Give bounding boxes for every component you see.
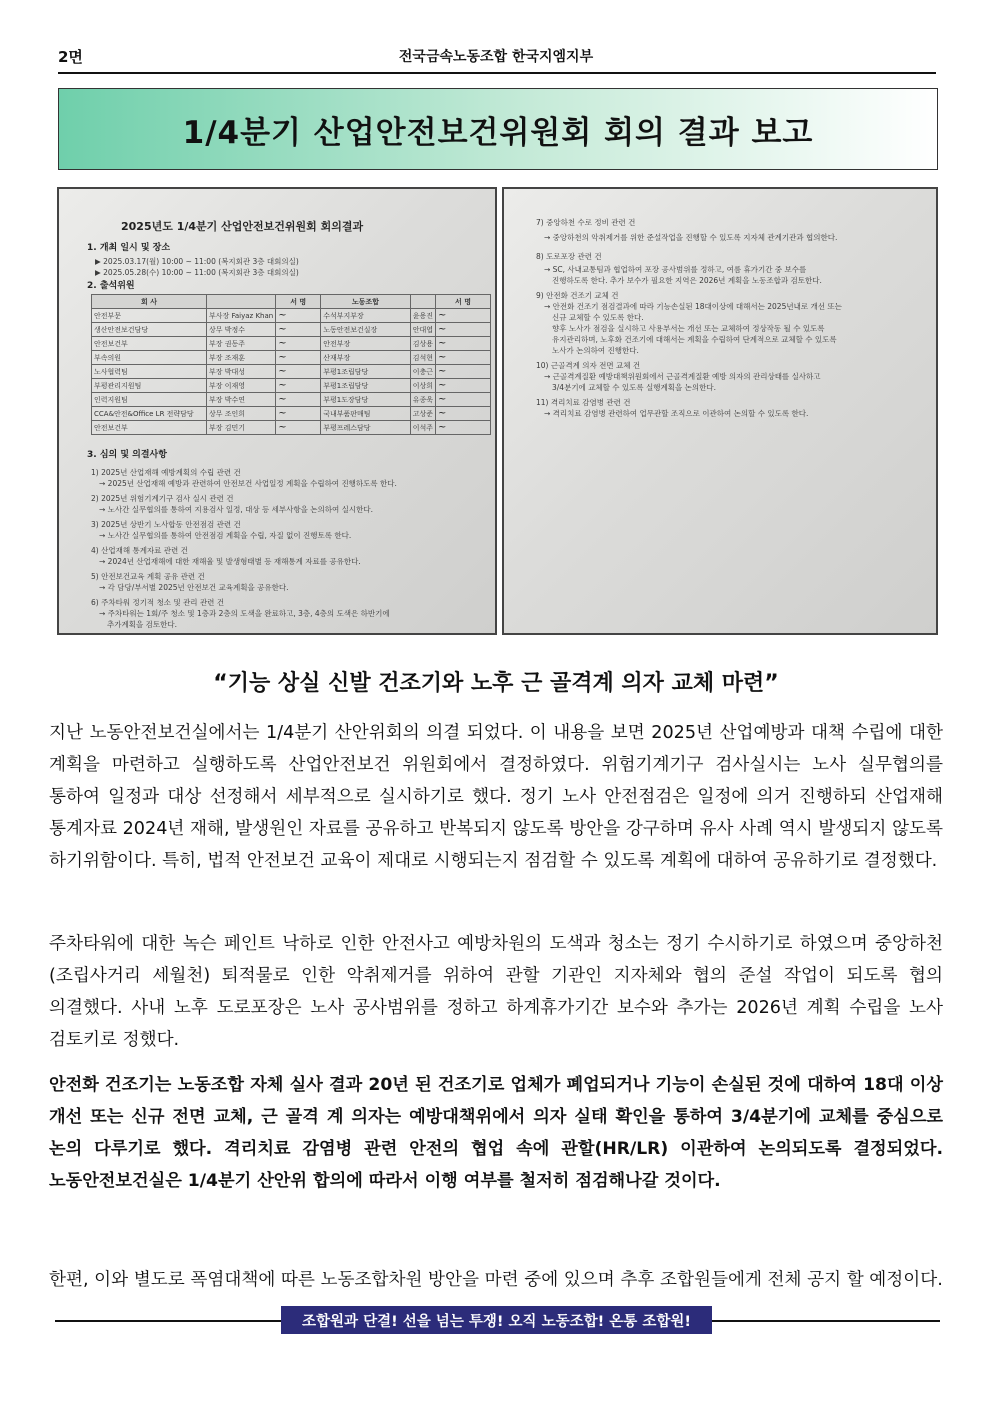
table-cell: 부평1도장담당 [321, 393, 410, 407]
meeting-result-photo-right [502, 187, 938, 635]
doc-line: 3/4분기에 교체할 수 있도록 실행계획을 논의한다. [552, 383, 717, 392]
doc-line: 추가계획을 검토한다. [107, 620, 177, 629]
table-cell: 부장 권동주 [207, 337, 276, 351]
doc-line: → 격리치료 감염병 관련하여 업무관할 조직으로 이관하여 논의할 수 있도록 한다. [544, 409, 809, 418]
signature-cell: ~ [436, 393, 491, 407]
doc-section-1: 1. 개최 일시 및 장소 [87, 243, 171, 253]
doc-title: 2025년도 1/4분기 산업안전보건위원회 회의결과 [121, 220, 364, 233]
table-cell: 안대엽 [410, 323, 435, 337]
signature-cell: ~ [436, 351, 491, 365]
union-name: 전국금속노동조합 한국지엠지부 [398, 49, 594, 65]
footer-rule-left [55, 1320, 281, 1322]
doc-line: → 노사간 실무협의를 통하여 안전점검 계획을 수립, 자질 없이 진행토록 한다. [99, 531, 352, 540]
doc-line: 진행하도록 한다. 추가 보수가 필요한 지역은 2026년 계획을 노동조합과 검토한다. [552, 276, 822, 285]
table-row [92, 351, 491, 365]
doc-line: → 2024년 산업재해에 대한 재해율 및 발생형태별 등 재해통계 자료를 공유한다. [99, 557, 361, 566]
table-row [92, 421, 491, 435]
footer-slogan-banner [281, 1306, 712, 1334]
table-row [92, 323, 491, 337]
table-cell: 이충근 [410, 365, 435, 379]
paragraph-2: 주차타워에 대한 녹슨 페인트 낙하로 인한 안전사고 예방차원의 도색과 청소는 정기 수시하기로 하였으며 중앙하천(조립사거리 세월천) 퇴적물로 인한 악취제거를 위하여 관할 기관인 지자체와 협의 준설 작업이 되도록 협의 의결했다. 사내 노후 도로포장은 노사 공사범위를 정하고 하계휴가기간 보수와 추가는 2026년 계획 수립을 노사 검토키로 정했다. [49, 934, 943, 1050]
doc-line: 10) 근골격계 의자 전면 교체 건 [536, 361, 641, 370]
doc-line: 3) 2025년 상반기 노사합동 안전점검 관련 건 [91, 520, 241, 529]
table-cell: 국내부품판매팀 [321, 407, 410, 421]
table-cell: 부장 조재훈 [207, 351, 276, 365]
title-box [58, 88, 938, 170]
header-rule [58, 72, 936, 74]
doc-line: → 중앙하천의 악취제거를 위한 준설작업을 진행할 수 있도록 지자체 관계기관과 협의한다. [544, 233, 838, 242]
doc-line: → 주차타워는 1회/주 청소 및 1층과 2층의 도색을 완료하고, 3층, 4층의 도색은 하반기에 [99, 609, 390, 618]
page-number: 2면 [58, 48, 83, 66]
doc-line: → 각 담당/부서별 2025년 안전보건 교육계획을 공유한다. [99, 583, 289, 592]
signature-cell: ~ [436, 323, 491, 337]
table-cell: 부속의원 [92, 351, 207, 365]
doc-line: 향후 노사가 점검을 실시하고 사용부서는 개선 또는 교체하여 정상작동 될 수 있도록 [552, 324, 825, 333]
table-cell: 상무 박정수 [207, 323, 276, 337]
doc-line: → SC, 사내교통팀과 협업하여 포장 공사범위를 정하고, 여름 휴가기간 중 보수를 [544, 265, 807, 274]
table-cell: 유종욱 [410, 393, 435, 407]
signature-cell: ~ [276, 323, 321, 337]
table-cell: 이석주 [410, 421, 435, 435]
doc-line: 5) 안전보건교육 계획 공유 관련 건 [91, 572, 205, 581]
doc-line: 9) 안전화 건조기 교체 건 [536, 291, 619, 300]
table-row [92, 379, 491, 393]
table-cell: 부사장 Faiyaz Khan [207, 309, 276, 323]
table-cell: 안전부장 [321, 337, 410, 351]
signature-cell: ~ [436, 379, 491, 393]
table-cell: 김석현 [410, 351, 435, 365]
paragraph-4: 한편, 이와 별도로 폭염대책에 따른 노동조합차원 방안을 마련 중에 있으며 추후 조합원들에게 전체 공지 할 예정이다. [49, 1270, 943, 1290]
table-cell: 생산안전보건담당 [92, 323, 207, 337]
doc-line: 7) 중앙하천 수로 정비 관련 건 [536, 218, 636, 227]
doc-line: → 2025년 산업재해 예방과 관련하여 안전보건 사업일정 계획을 수립하여 진행하도록 한다. [99, 479, 397, 488]
signature-cell: ~ [436, 365, 491, 379]
footer-rule-right [712, 1320, 940, 1322]
page-title: 1/4분기 산업안전보건위원회 회의 결과 보고 [182, 114, 814, 151]
table-header: 서 명 [276, 295, 321, 309]
doc-line: 신규 교체할 수 있도록 한다. [552, 313, 644, 322]
signature-cell: ~ [436, 309, 491, 323]
footer-slogan: 조합원과 단결! 선을 넘는 투쟁! 오직 노동조합! 온통 조합원! [302, 1313, 691, 1330]
table-cell: 부평1조립담당 [321, 379, 410, 393]
table-cell: 부장 박수연 [207, 393, 276, 407]
signature-cell: ~ [436, 337, 491, 351]
doc-line: 1) 2025년 산업재해 예방계획의 수립 관련 건 [91, 468, 241, 477]
table-cell: 이상희 [410, 379, 435, 393]
doc-section-2: 2. 출석위원 [87, 281, 135, 291]
signature-cell: ~ [276, 407, 321, 421]
doc-line: 노사가 논의하여 진행한다. [552, 346, 639, 355]
signature-cell: ~ [436, 407, 491, 421]
table-header [410, 295, 435, 309]
table-cell: 노동안전보건실장 [321, 323, 410, 337]
table-header: 노동조합 [321, 295, 410, 309]
table-cell: 산재부장 [321, 351, 410, 365]
table-header [207, 295, 276, 309]
table-cell: 안전보건부 [92, 337, 207, 351]
doc-line: 2) 2025년 위험기계기구 검사 실시 관련 건 [91, 494, 234, 503]
table-cell: 안전부문 [92, 309, 207, 323]
paragraph-3: 안전화 건조기는 노동조합 자체 실사 결과 20년 된 건조기로 업체가 폐업되거나 기능이 손실된 것에 대하여 18대 이상 개선 또는 신규 전면 교체, 근 골격 계 의자는 예방대책위에서 의자 실태 확인을 통하여 3/4분기에 교체를 중심으로 논의 다루기로 했다. 격리치료 감염병 관련 안전의 협업 속에 관할(HR/LR) 이관하여 논의되도록 결정되었다. 노동안전보건실은 1/4분기 산안위 합의에 따라서 이행 여부를 철저히 점검해나갈 것이다. [49, 1075, 943, 1191]
table-header-row [92, 295, 491, 309]
doc-line: → 근골격계질환 예방대책위원회에서 근골격계질환 예방 의자의 관리상태를 실사하고 [544, 372, 821, 381]
doc-line: ▶ 2025.05.28(수) 10:00 ~ 11:00 (복지회관 3층 대회의실) [95, 268, 299, 277]
signature-cell: ~ [276, 379, 321, 393]
doc-line: 8) 도로포장 관련 건 [536, 252, 602, 261]
signature-cell: ~ [276, 337, 321, 351]
table-cell: 안전보건부 [92, 421, 207, 435]
doc-line: 6) 주차타워 정기적 청소 및 관리 관련 건 [91, 598, 225, 607]
table-cell: 고상준 [410, 407, 435, 421]
meeting-result-photo-left [57, 187, 497, 635]
table-row [92, 407, 491, 421]
table-row [92, 393, 491, 407]
doc-line: 유지관리하며, 노후화 건조기에 대해서는 계획을 수립하여 단계적으로 교체할 수 있도록 [552, 335, 837, 344]
table-cell: 부평1조립담당 [321, 365, 410, 379]
table-cell: 노사협력팀 [92, 365, 207, 379]
signature-cell: ~ [276, 365, 321, 379]
doc-line: 11) 격리치료 감염병 관련 건 [536, 398, 631, 407]
table-cell: 인력지원팀 [92, 393, 207, 407]
signature-cell: ~ [276, 351, 321, 365]
paragraph-1: 지난 노동안전보건실에서는 1/4분기 산안위회의 의결 되었다. 이 내용을 보면 2025년 산업예방과 대책 수립에 대한 계획을 마련하고 실행하도록 산업안전보건 위원회에서 결정하였다. 위험기계기구 검사실시는 노사 실무협의를 통하여 일정과 대상 선정해서 세부적으로 실시하기로 했다. 정기 노사 안전점검은 일정에 의거 진행하되 산업재해 통계자료 2024년 재해, 발생원인 자료를 공유하고 반복되지 않도록 방안을 강구하며 유사 사례 역시 발생되지 않도록 하기위함이다. 특히, 법적 안전보건 교육이 제대로 시행되는지 점검할 수 있도록 계획에 대하여 공유하기로 결정했다. [49, 723, 943, 871]
table-cell: 김상용 [410, 337, 435, 351]
table-cell: 부평프레스담당 [321, 421, 410, 435]
attendance-table [91, 294, 491, 435]
table-row [92, 365, 491, 379]
doc-line: → 노사간 실무협의를 통하여 지용검사 일정, 대상 등 세부사항을 논의하여 실시한다. [99, 505, 373, 514]
signature-cell: ~ [276, 421, 321, 435]
table-cell: 수석부지부장 [321, 309, 410, 323]
table-row [92, 309, 491, 323]
table-cell: 부장 박대성 [207, 365, 276, 379]
table-cell: 부장 이재영 [207, 379, 276, 393]
table-header: 서 명 [436, 295, 491, 309]
table-cell: 부장 김민기 [207, 421, 276, 435]
table-cell: 윤용진 [410, 309, 435, 323]
table-cell: 상무 조인희 [207, 407, 276, 421]
table-cell: CCA&안전&Office LR 전략담당 [92, 407, 207, 421]
table-row [92, 337, 491, 351]
signature-cell: ~ [276, 393, 321, 407]
doc-line: ▶ 2025.03.17(월) 10:00 ~ 11:00 (복지회관 3층 대회의실) [95, 257, 299, 266]
table-cell: 부평관리지원팀 [92, 379, 207, 393]
table-header: 회 사 [92, 295, 207, 309]
doc-line: → 안전화 건조기 점검결과에 따라 기능손실된 18대이상에 대해서는 2025년내로 개선 또는 [544, 302, 842, 311]
signature-cell: ~ [436, 421, 491, 435]
doc-line: 4) 산업재해 통계자료 관련 건 [91, 546, 188, 555]
signature-cell: ~ [276, 309, 321, 323]
article-subtitle: “기능 상실 신발 건조기와 노후 근 골격계 의자 교체 마련” [213, 671, 779, 696]
doc-section-3: 3. 심의 및 의결사항 [87, 450, 167, 460]
